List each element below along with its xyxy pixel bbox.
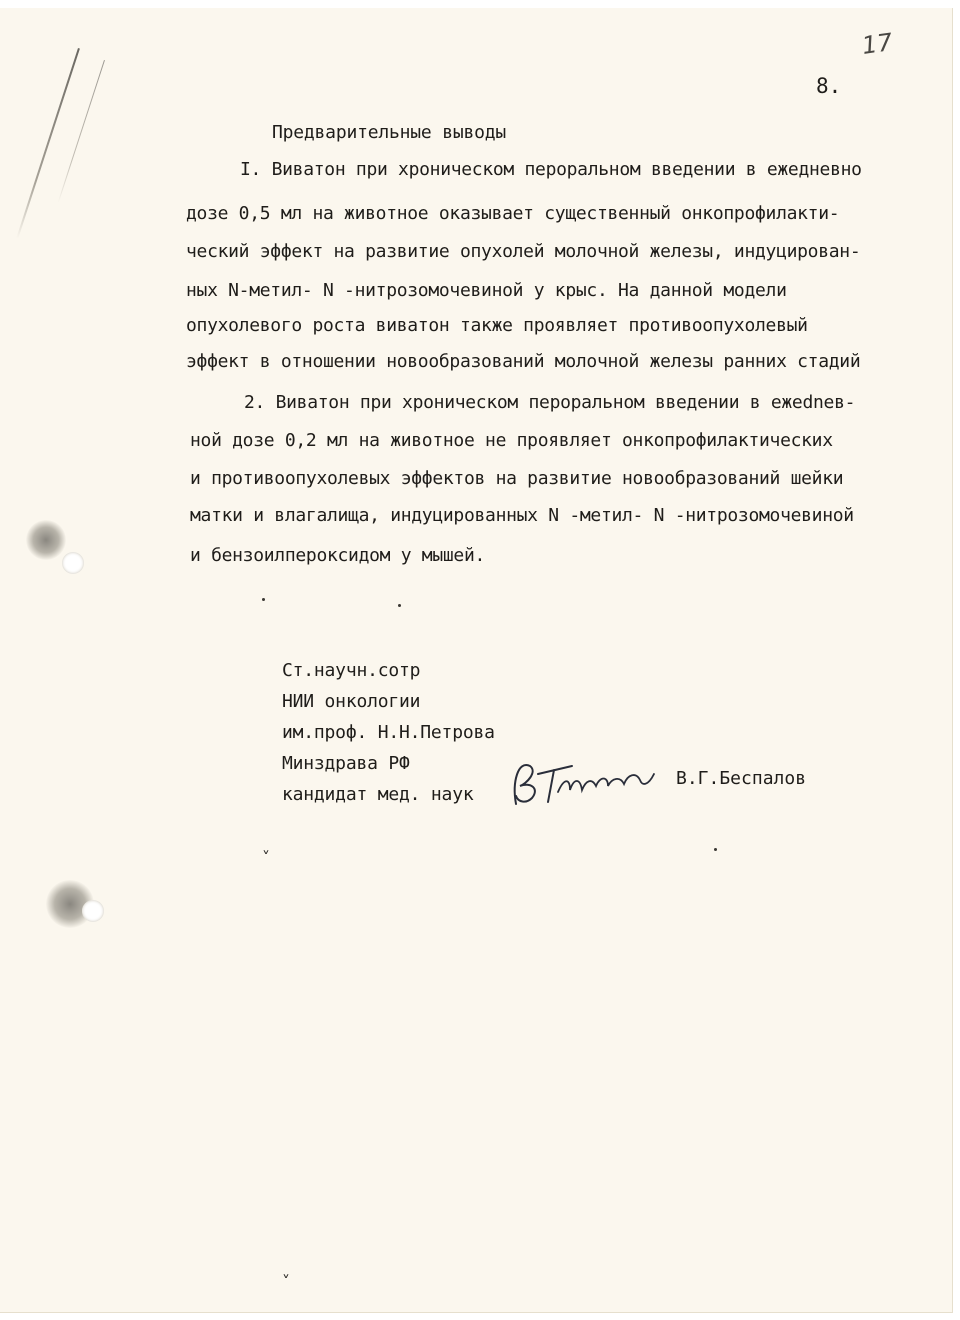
body-line: дозе 0,5 мл на животное оказывает существенный онкопрофилакти- xyxy=(186,203,840,224)
signature-title-line: кандидат мед. наук xyxy=(282,784,474,805)
signature-title-line: Минздрава РФ xyxy=(282,753,410,774)
body-line: 2. Виватон при хроническом пероральном введении в ежednев- xyxy=(244,392,856,413)
page-number: 8. xyxy=(816,74,842,98)
body-line: ных N-метил- N -нитрозомочевиной у крыс. На данной модели xyxy=(186,280,787,301)
tick-mark: ˅ xyxy=(282,1272,290,1291)
signature-title-line: НИИ онкологии xyxy=(282,691,421,712)
tick-mark: ˅ xyxy=(262,848,270,867)
signature-title-line: Ст.научн.сотр xyxy=(282,660,421,681)
signature-title-line: им.проф. Н.Н.Петрова xyxy=(282,722,495,743)
body-line: и противоопухолевых эффектов на развитие новообразований шейки xyxy=(190,468,844,489)
body-line: эффект в отношении новообразований молочной железы ранних стадий xyxy=(186,351,861,372)
body-line: матки и влагалища, индуцированных N -метил- N -нитрозомочевиной xyxy=(190,505,854,526)
archive-number: 17 xyxy=(860,28,895,60)
signer-name: В.Г.Беспалов xyxy=(676,768,807,789)
section-heading: Предварительные выводы xyxy=(272,122,507,143)
dot-mark xyxy=(398,604,401,607)
body-line: опухолевого роста виватон также проявляет противоопухолевый xyxy=(186,315,808,336)
punch-hole-stain xyxy=(26,520,66,560)
dot-mark xyxy=(262,598,265,601)
body-line: и бензоилпероксидом у мышей. xyxy=(190,545,486,566)
body-line: I. Виватон при хроническом пероральном введении в ежедневно xyxy=(240,159,862,180)
document-page xyxy=(0,8,953,1313)
handwritten-signature xyxy=(508,752,668,822)
body-line: ной дозе 0,2 мл на животное не проявляет онкопрофилактических xyxy=(190,430,833,451)
dot-mark xyxy=(714,848,717,851)
fold-crease xyxy=(58,60,105,203)
fold-crease xyxy=(16,48,80,239)
punch-hole xyxy=(62,552,84,574)
punch-hole xyxy=(82,900,104,922)
body-line: ческий эффект на развитие опухолей молочной железы, индуцирован- xyxy=(186,241,861,262)
